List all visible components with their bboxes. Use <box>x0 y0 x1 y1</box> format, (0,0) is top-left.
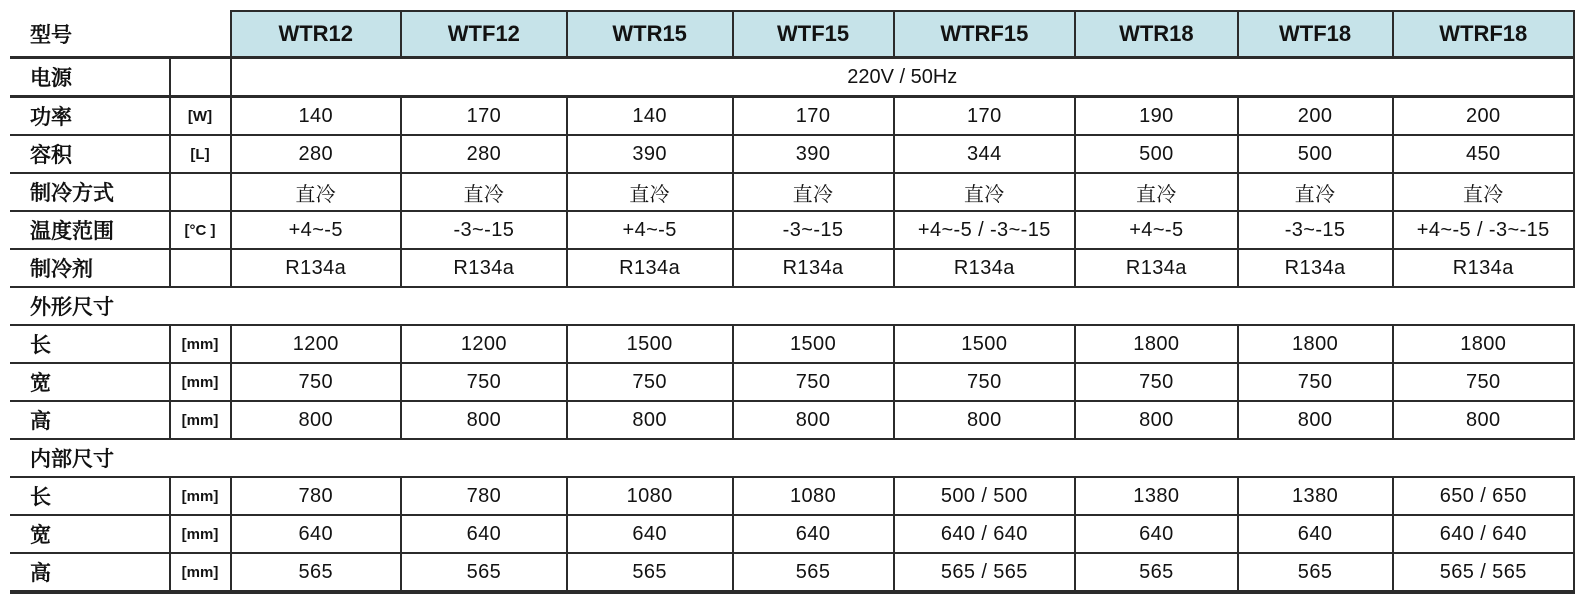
table-row-cooling-method <box>10 173 1574 211</box>
spec-cell: 640 <box>1238 515 1393 553</box>
row-label: 制冷方式 <box>10 173 170 211</box>
row-label: 长 <box>10 325 170 363</box>
spec-cell: 640 <box>231 515 401 553</box>
spec-cell: 800 <box>231 401 401 439</box>
spec-cell: 500 <box>1238 135 1393 173</box>
row-unit: [mm] <box>170 363 231 401</box>
spec-cell: 640 / 640 <box>1393 515 1575 553</box>
table-row-ext-width <box>10 363 1574 401</box>
spec-cell: 565 <box>231 553 401 592</box>
spec-cell: 800 <box>894 401 1075 439</box>
spec-cell: 直冷 <box>567 173 733 211</box>
spec-cell: 800 <box>401 401 567 439</box>
row-unit: [mm] <box>170 515 231 553</box>
spec-cell: 170 <box>733 97 894 136</box>
spec-cell: 650 / 650 <box>1393 477 1575 515</box>
spec-cell: R134a <box>733 249 894 287</box>
model-header-row <box>10 11 1574 58</box>
spec-cell: 640 <box>401 515 567 553</box>
spec-cell: 200 <box>1238 97 1393 136</box>
spec-cell: 190 <box>1075 97 1238 136</box>
spec-cell: 1800 <box>1393 325 1575 363</box>
row-label: 功率 <box>10 97 170 136</box>
spec-cell: 1080 <box>733 477 894 515</box>
row-unit: [W] <box>170 97 231 136</box>
row-label: 长 <box>10 477 170 515</box>
model-header: WTRF15 <box>894 11 1075 58</box>
section-internal-dimensions <box>10 439 1574 477</box>
spec-cell: R134a <box>567 249 733 287</box>
row-unit <box>170 173 231 211</box>
spec-cell: 640 <box>733 515 894 553</box>
spec-cell: 直冷 <box>1393 173 1575 211</box>
spec-cell: 1800 <box>1075 325 1238 363</box>
spec-cell: R134a <box>894 249 1075 287</box>
power-supply-row <box>10 58 1574 97</box>
spec-cell: 直冷 <box>231 173 401 211</box>
row-label-model: 型号 <box>10 11 231 58</box>
model-header: WTR18 <box>1075 11 1238 58</box>
spec-cell: 500 <box>1075 135 1238 173</box>
spec-cell: 1800 <box>1238 325 1393 363</box>
spec-cell: 280 <box>231 135 401 173</box>
row-label: 高 <box>10 401 170 439</box>
row-unit: [°C ] <box>170 211 231 249</box>
spec-cell: -3~-15 <box>401 211 567 249</box>
row-unit <box>170 249 231 287</box>
spec-cell: +4~-5 <box>1075 211 1238 249</box>
table-row-temperature-range <box>10 211 1574 249</box>
product-spec-table <box>10 10 1575 594</box>
row-label: 制冷剂 <box>10 249 170 287</box>
spec-cell: R134a <box>1238 249 1393 287</box>
spec-cell: 直冷 <box>1075 173 1238 211</box>
section-title: 外形尺寸 <box>10 287 1574 325</box>
row-unit: [mm] <box>170 477 231 515</box>
spec-cell: 800 <box>1075 401 1238 439</box>
spec-cell: R134a <box>1393 249 1575 287</box>
model-header: WTRF18 <box>1393 11 1575 58</box>
spec-cell: 780 <box>401 477 567 515</box>
spec-cell: R134a <box>1075 249 1238 287</box>
spec-cell: -3~-15 <box>733 211 894 249</box>
spec-cell: 直冷 <box>1238 173 1393 211</box>
table-row-power-w <box>10 97 1574 136</box>
section-title: 内部尺寸 <box>10 439 1574 477</box>
spec-cell: +4~-5 <box>231 211 401 249</box>
row-label: 宽 <box>10 363 170 401</box>
spec-cell: +4~-5 / -3~-15 <box>1393 211 1575 249</box>
table-row-int-width <box>10 515 1574 553</box>
table-row-ext-height <box>10 401 1574 439</box>
model-header: WTR12 <box>231 11 401 58</box>
spec-cell: 750 <box>894 363 1075 401</box>
spec-cell: 640 <box>1075 515 1238 553</box>
row-unit: [mm] <box>170 401 231 439</box>
row-label: 高 <box>10 553 170 592</box>
row-unit: [L] <box>170 135 231 173</box>
spec-cell: 750 <box>401 363 567 401</box>
row-label: 温度范围 <box>10 211 170 249</box>
spec-cell: R134a <box>231 249 401 287</box>
section-external-dimensions <box>10 287 1574 325</box>
spec-cell: 1200 <box>401 325 567 363</box>
spec-cell: 1080 <box>567 477 733 515</box>
spec-cell: 800 <box>1238 401 1393 439</box>
table-row-volume <box>10 135 1574 173</box>
spec-cell: 565 / 565 <box>1393 553 1575 592</box>
spec-cell: 170 <box>894 97 1075 136</box>
spec-cell: 500 / 500 <box>894 477 1075 515</box>
spec-cell: 800 <box>1393 401 1575 439</box>
spec-cell: 390 <box>567 135 733 173</box>
spec-cell: 1380 <box>1075 477 1238 515</box>
spec-cell: 直冷 <box>401 173 567 211</box>
spec-cell: 344 <box>894 135 1075 173</box>
spec-cell: 450 <box>1393 135 1575 173</box>
table-row-ext-length <box>10 325 1574 363</box>
spec-cell: 200 <box>1393 97 1575 136</box>
spec-cell: 750 <box>1393 363 1575 401</box>
power-supply-value: 220V / 50Hz <box>231 58 1575 97</box>
spec-cell: 140 <box>231 97 401 136</box>
spec-cell: 直冷 <box>894 173 1075 211</box>
spec-cell: 565 <box>1238 553 1393 592</box>
spec-cell: -3~-15 <box>1238 211 1393 249</box>
model-header: WTR15 <box>567 11 733 58</box>
spec-cell: 750 <box>567 363 733 401</box>
spec-cell: 750 <box>1075 363 1238 401</box>
model-header: WTF15 <box>733 11 894 58</box>
spec-cell: 170 <box>401 97 567 136</box>
spec-cell: 565 / 565 <box>894 553 1075 592</box>
table-row-int-length <box>10 477 1574 515</box>
model-header: WTF18 <box>1238 11 1393 58</box>
spec-cell: 750 <box>231 363 401 401</box>
spec-cell: 140 <box>567 97 733 136</box>
row-label: 电源 <box>10 58 170 97</box>
spec-cell: 1200 <box>231 325 401 363</box>
row-unit: [mm] <box>170 553 231 592</box>
spec-cell: +4~-5 <box>567 211 733 249</box>
row-label: 宽 <box>10 515 170 553</box>
spec-cell: 750 <box>1238 363 1393 401</box>
table-row-int-height <box>10 553 1574 592</box>
spec-cell: R134a <box>401 249 567 287</box>
spec-cell: 640 <box>567 515 733 553</box>
spec-cell: 565 <box>567 553 733 592</box>
row-label: 容积 <box>10 135 170 173</box>
table-row-refrigerant <box>10 249 1574 287</box>
spec-cell: 640 / 640 <box>894 515 1075 553</box>
spec-cell: 1500 <box>567 325 733 363</box>
spec-cell: 1500 <box>733 325 894 363</box>
row-unit: [mm] <box>170 325 231 363</box>
spec-cell: 直冷 <box>733 173 894 211</box>
spec-cell: 565 <box>1075 553 1238 592</box>
spec-cell: 1380 <box>1238 477 1393 515</box>
spec-cell: 780 <box>231 477 401 515</box>
spec-cell: 800 <box>567 401 733 439</box>
spec-cell: 565 <box>401 553 567 592</box>
spec-cell: 800 <box>733 401 894 439</box>
spec-cell: 750 <box>733 363 894 401</box>
spec-cell: 280 <box>401 135 567 173</box>
spec-cell: 565 <box>733 553 894 592</box>
spec-cell: 1500 <box>894 325 1075 363</box>
model-header: WTF12 <box>401 11 567 58</box>
row-unit <box>170 58 231 97</box>
spec-cell: 390 <box>733 135 894 173</box>
spec-cell: +4~-5 / -3~-15 <box>894 211 1075 249</box>
